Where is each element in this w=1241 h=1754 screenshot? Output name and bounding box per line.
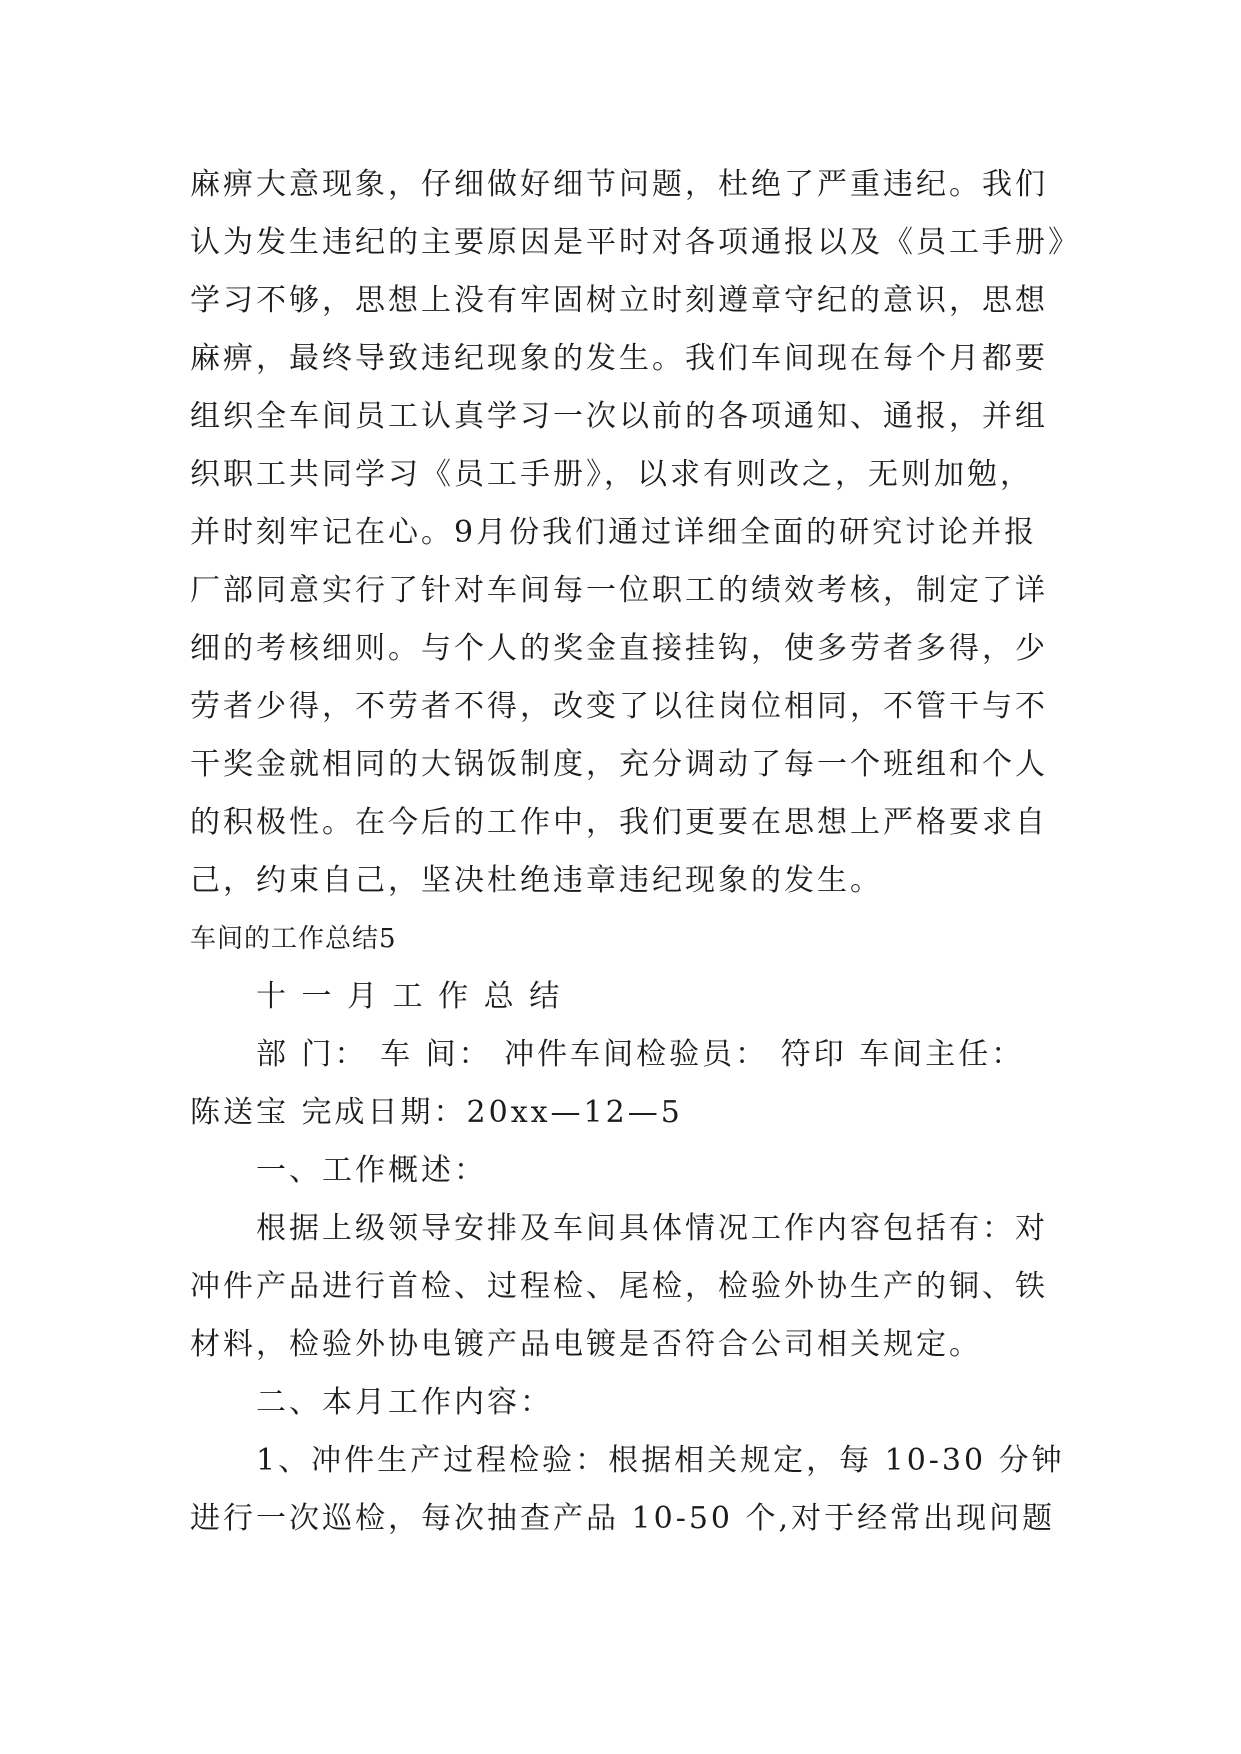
- text-line: 进行一次巡检，每次抽查产品 10-50 个,对于经常出现问题: [190, 1501, 1056, 1536]
- text-line: 认为发生违纪的主要原因是平时对各项通报以及《员工手册》: [190, 225, 1081, 260]
- text-line: 根据上级领导安排及车间具体情况工作内容包括有：对: [256, 1211, 1048, 1246]
- content-heading: 二、本月工作内容：: [256, 1385, 553, 1420]
- text-line: 织职工共同学习《员工手册》，以求有则改之，无则加勉，: [190, 457, 1033, 492]
- overview-heading: 一、工作概述：: [256, 1153, 487, 1188]
- report-meta-line: 部 门： 车 间： 冲件车间检验员： 符印 车间主任：: [256, 1037, 1025, 1072]
- text-line: 学习不够，思想上没有牢固树立时刻遵章守纪的意识，思想: [190, 283, 1048, 318]
- text-line: 己，约束自己，坚决杜绝违章违纪现象的发生。: [190, 863, 883, 898]
- text-line: 的积极性。在今后的工作中，我们更要在思想上严格要求自: [190, 805, 1048, 840]
- text-line: 冲件产品进行首检、过程检、尾检，检验外协生产的铜、铁: [190, 1269, 1048, 1304]
- report-meta-line: 陈送宝 完成日期：20xx—12—5: [190, 1095, 683, 1130]
- report-title: 十 一 月 工 作 总 结: [256, 979, 563, 1014]
- text-line: 麻痹，最终导致违纪现象的发生。我们车间现在每个月都要: [190, 341, 1048, 376]
- document-body: [190, 156, 1190, 1548]
- text-line: 细的考核细则。与个人的奖金直接挂钩，使多劳者多得，少: [190, 631, 1048, 666]
- section-heading: 车间的工作总结5: [190, 924, 397, 954]
- text-line: 麻痹大意现象，仔细做好细节问题，杜绝了严重违纪。我们: [190, 167, 1048, 202]
- text-line: 劳者少得，不劳者不得，改变了以往岗位相同，不管干与不: [190, 689, 1048, 724]
- text-line: 材料，检验外协电镀产品电镀是否符合公司相关规定。: [190, 1327, 982, 1362]
- text-line: 厂部同意实行了针对车间每一位职工的绩效考核，制定了详: [190, 573, 1048, 608]
- text-line: 组织全车间员工认真学习一次以前的各项通知、通报，并组: [190, 399, 1048, 434]
- text-line: 并时刻牢记在心。9月份我们通过详细全面的研究讨论并报: [190, 515, 1038, 550]
- text-line: 1、冲件生产过程检验：根据相关规定，每 10-30 分钟: [256, 1443, 1065, 1478]
- text-line: 干奖金就相同的大锅饭制度，充分调动了每一个班组和个人: [190, 747, 1048, 782]
